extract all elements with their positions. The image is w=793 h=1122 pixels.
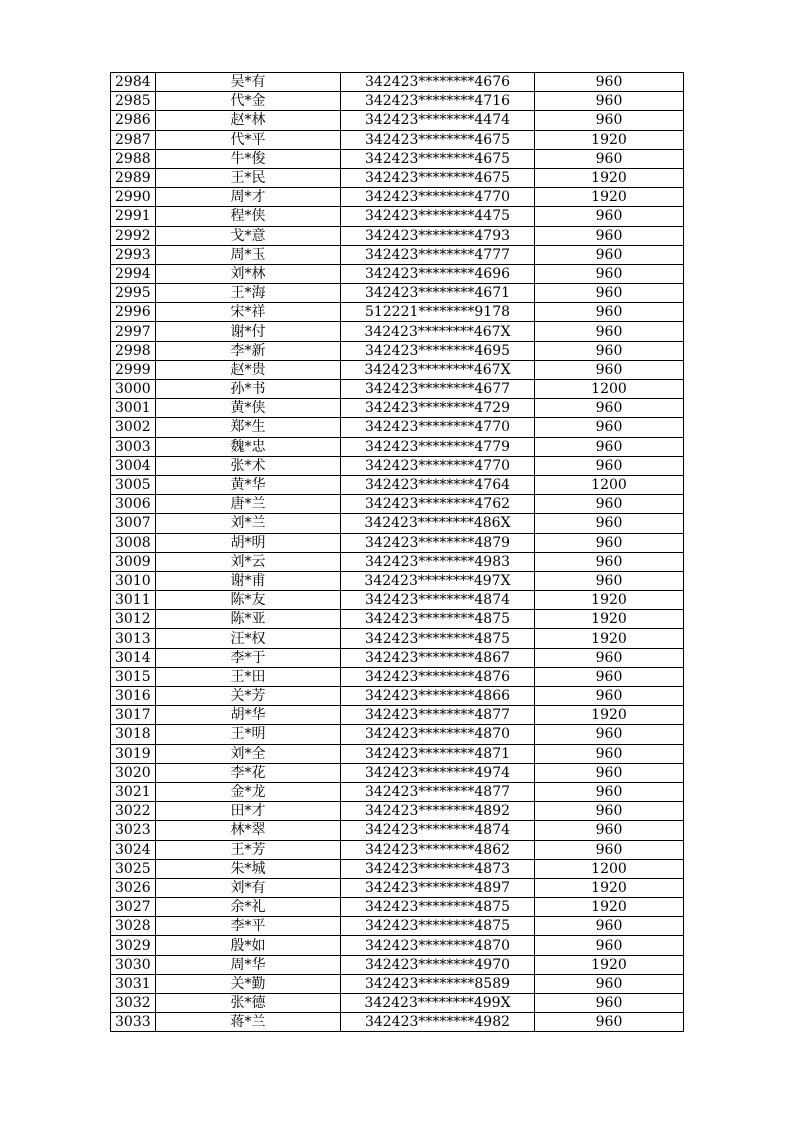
amount-cell: 960 [535,456,684,475]
table-row [111,130,684,149]
row-number-cell: 3020 [111,763,156,782]
row-number-cell: 3018 [111,725,156,744]
name-cell: 王*海 [156,284,341,303]
amount-cell: 960 [535,648,684,667]
table-row [111,207,684,226]
amount-cell: 960 [535,782,684,801]
id-number-cell: 342423********4970 [341,955,535,974]
name-cell: 金*龙 [156,782,341,801]
amount-cell: 960 [535,917,684,936]
row-number-cell: 2985 [111,92,156,111]
row-number-cell: 2996 [111,303,156,322]
row-number-cell: 3026 [111,878,156,897]
row-number-cell: 3008 [111,533,156,552]
amount-cell: 960 [535,92,684,111]
table-row [111,303,684,322]
amount-cell: 960 [535,73,684,92]
table-row [111,552,684,571]
row-number-cell: 2997 [111,322,156,341]
table-row [111,380,684,399]
name-cell: 黄*侠 [156,399,341,418]
amount-cell: 1920 [535,629,684,648]
row-number-cell: 2993 [111,245,156,264]
id-number-cell: 342423********4762 [341,495,535,514]
table-row [111,955,684,974]
amount-cell: 960 [535,533,684,552]
id-number-cell: 342423********4866 [341,687,535,706]
name-cell: 陈*友 [156,591,341,610]
id-number-cell: 342423********4867 [341,648,535,667]
name-cell: 张*德 [156,994,341,1013]
table-row [111,610,684,629]
id-number-cell: 342423********4870 [341,936,535,955]
name-cell: 宋*祥 [156,303,341,322]
name-cell: 关*勤 [156,974,341,993]
name-cell: 代*金 [156,92,341,111]
id-number-cell: 342423********4729 [341,399,535,418]
row-number-cell: 3024 [111,840,156,859]
row-number-cell: 3022 [111,802,156,821]
name-cell: 关*芳 [156,687,341,706]
table-row [111,571,684,590]
id-number-cell: 342423********4696 [341,264,535,283]
id-number-cell: 342423********499X [341,994,535,1013]
id-number-cell: 342423********4982 [341,1013,535,1032]
amount-cell: 960 [535,802,684,821]
table-row [111,514,684,533]
row-number-cell: 3007 [111,514,156,533]
row-number-cell: 3003 [111,437,156,456]
name-cell: 胡*明 [156,533,341,552]
amount-cell: 1200 [535,380,684,399]
id-number-cell: 342423********4874 [341,591,535,610]
id-number-cell: 342423********4675 [341,130,535,149]
row-number-cell: 2992 [111,226,156,245]
id-number-cell: 342423********4676 [341,73,535,92]
row-number-cell: 2984 [111,73,156,92]
id-number-cell: 342423********4877 [341,782,535,801]
amount-cell: 1920 [535,130,684,149]
table-row [111,322,684,341]
id-number-cell: 342423********4764 [341,475,535,494]
row-number-cell: 3015 [111,667,156,686]
id-number-cell: 342423********4870 [341,725,535,744]
row-number-cell: 2994 [111,264,156,283]
row-number-cell: 3019 [111,744,156,763]
amount-cell: 1920 [535,168,684,187]
table-row [111,706,684,725]
table-row [111,533,684,552]
id-number-cell: 342423********467X [341,322,535,341]
table-row [111,763,684,782]
table-row [111,936,684,955]
row-number-cell: 2989 [111,168,156,187]
name-cell: 程*侠 [156,207,341,226]
id-number-cell: 342423********4879 [341,533,535,552]
name-cell: 戈*意 [156,226,341,245]
table-row [111,667,684,686]
amount-cell: 1920 [535,591,684,610]
amount-cell: 1920 [535,898,684,917]
row-number-cell: 2986 [111,111,156,130]
row-number-cell: 3016 [111,687,156,706]
amount-cell: 960 [535,571,684,590]
table-row [111,360,684,379]
id-number-cell: 342423********4770 [341,456,535,475]
table-row [111,725,684,744]
name-cell: 殷*如 [156,936,341,955]
id-number-cell: 342423********4777 [341,245,535,264]
amount-cell: 1920 [535,610,684,629]
name-cell: 谢*付 [156,322,341,341]
name-cell: 李*平 [156,917,341,936]
row-number-cell: 3027 [111,898,156,917]
id-number-cell: 342423********4875 [341,917,535,936]
name-cell: 刘*全 [156,744,341,763]
name-cell: 赵*林 [156,111,341,130]
id-number-cell: 342423********4983 [341,552,535,571]
amount-cell: 1200 [535,475,684,494]
amount-cell: 960 [535,341,684,360]
name-cell: 李*新 [156,341,341,360]
amount-cell: 960 [535,1013,684,1032]
id-number-cell: 342423********4897 [341,878,535,897]
row-number-cell: 3017 [111,706,156,725]
id-number-cell: 342423********4874 [341,821,535,840]
table-row [111,782,684,801]
row-number-cell: 3032 [111,994,156,1013]
id-number-cell: 342423********486X [341,514,535,533]
name-cell: 王*芳 [156,840,341,859]
table-row [111,648,684,667]
row-number-cell: 3006 [111,495,156,514]
amount-cell: 960 [535,399,684,418]
table-row [111,475,684,494]
id-number-cell: 342423********4770 [341,418,535,437]
name-cell: 周*华 [156,955,341,974]
amount-cell: 960 [535,687,684,706]
id-number-cell: 342423********497X [341,571,535,590]
table-row [111,821,684,840]
amount-cell: 960 [535,245,684,264]
row-number-cell: 3005 [111,475,156,494]
row-number-cell: 2995 [111,284,156,303]
name-cell: 朱*城 [156,859,341,878]
table-row [111,898,684,917]
table-row [111,917,684,936]
name-cell: 张*术 [156,456,341,475]
name-cell: 周*玉 [156,245,341,264]
name-cell: 汪*权 [156,629,341,648]
id-number-cell: 342423********4770 [341,188,535,207]
table-row [111,495,684,514]
name-cell: 王*明 [156,725,341,744]
id-number-cell: 342423********4675 [341,168,535,187]
table-row [111,168,684,187]
amount-cell: 960 [535,360,684,379]
name-cell: 孙*书 [156,380,341,399]
amount-cell: 960 [535,418,684,437]
table-row [111,111,684,130]
id-number-cell: 342423********4475 [341,207,535,226]
name-cell: 周*才 [156,188,341,207]
table-row [111,92,684,111]
amount-cell: 960 [535,744,684,763]
id-number-cell: 342423********467X [341,360,535,379]
table-row [111,264,684,283]
id-number-cell: 342423********4873 [341,859,535,878]
id-number-cell: 342423********4779 [341,437,535,456]
amount-cell: 960 [535,821,684,840]
table-row [111,744,684,763]
table-row [111,802,684,821]
id-number-cell: 342423********4875 [341,610,535,629]
table-row [111,629,684,648]
amount-cell: 960 [535,264,684,283]
name-cell: 刘*云 [156,552,341,571]
row-number-cell: 3029 [111,936,156,955]
name-cell: 黄*华 [156,475,341,494]
table-row [111,687,684,706]
row-number-cell: 3004 [111,456,156,475]
row-number-cell: 3013 [111,629,156,648]
row-number-cell: 3031 [111,974,156,993]
amount-cell: 960 [535,207,684,226]
row-number-cell: 3014 [111,648,156,667]
row-number-cell: 3025 [111,859,156,878]
table-row [111,994,684,1013]
id-number-cell: 342423********8589 [341,974,535,993]
amount-cell: 1920 [535,878,684,897]
table-row [111,1013,684,1032]
name-cell: 陈*亚 [156,610,341,629]
name-cell: 代*平 [156,130,341,149]
id-number-cell: 342423********4871 [341,744,535,763]
table-row [111,284,684,303]
name-cell: 谢*甫 [156,571,341,590]
id-number-cell: 342423********4695 [341,341,535,360]
name-cell: 刘*有 [156,878,341,897]
row-number-cell: 3023 [111,821,156,840]
amount-cell: 960 [535,936,684,955]
table-row [111,840,684,859]
id-number-cell: 342423********4793 [341,226,535,245]
row-number-cell: 2990 [111,188,156,207]
id-number-cell: 342423********4716 [341,92,535,111]
table-row [111,859,684,878]
row-number-cell: 3030 [111,955,156,974]
table-row [111,418,684,437]
row-number-cell: 3021 [111,782,156,801]
row-number-cell: 2991 [111,207,156,226]
amount-cell: 960 [535,514,684,533]
name-cell: 吴*有 [156,73,341,92]
row-number-cell: 3009 [111,552,156,571]
table-row [111,974,684,993]
table-row [111,245,684,264]
id-number-cell: 342423********4875 [341,898,535,917]
row-number-cell: 3033 [111,1013,156,1032]
amount-cell: 960 [535,322,684,341]
id-number-cell: 342423********4474 [341,111,535,130]
table-row [111,149,684,168]
row-number-cell: 2988 [111,149,156,168]
table-row [111,226,684,245]
name-cell: 胡*华 [156,706,341,725]
row-number-cell: 3010 [111,571,156,590]
name-cell: 刘*兰 [156,514,341,533]
id-number-cell: 342423********4862 [341,840,535,859]
id-number-cell: 342423********4875 [341,629,535,648]
name-cell: 田*才 [156,802,341,821]
amount-cell: 960 [535,840,684,859]
amount-cell: 960 [535,552,684,571]
table-row [111,188,684,207]
name-cell: 林*翠 [156,821,341,840]
name-cell: 牛*俊 [156,149,341,168]
table-row [111,73,684,92]
row-number-cell: 3028 [111,917,156,936]
amount-cell: 960 [535,437,684,456]
amount-cell: 960 [535,149,684,168]
name-cell: 李*于 [156,648,341,667]
amount-cell: 960 [535,763,684,782]
table-row [111,399,684,418]
amount-cell: 960 [535,111,684,130]
row-number-cell: 3012 [111,610,156,629]
amount-cell: 1920 [535,706,684,725]
name-cell: 王*田 [156,667,341,686]
name-cell: 郑*生 [156,418,341,437]
amount-cell: 1200 [535,859,684,878]
amount-cell: 960 [535,725,684,744]
id-number-cell: 342423********4677 [341,380,535,399]
table-row [111,878,684,897]
name-cell: 余*礼 [156,898,341,917]
row-number-cell: 2998 [111,341,156,360]
row-number-cell: 3000 [111,380,156,399]
name-cell: 王*民 [156,168,341,187]
table-row [111,456,684,475]
id-number-cell: 342423********4974 [341,763,535,782]
roster-table-body [111,73,684,1032]
amount-cell: 960 [535,303,684,322]
name-cell: 蒋*兰 [156,1013,341,1032]
id-number-cell: 342423********4671 [341,284,535,303]
amount-cell: 960 [535,284,684,303]
table-row [111,341,684,360]
amount-cell: 960 [535,974,684,993]
id-number-cell: 512221********9178 [341,303,535,322]
id-number-cell: 342423********4675 [341,149,535,168]
table-row [111,591,684,610]
amount-cell: 960 [535,994,684,1013]
amount-cell: 960 [535,495,684,514]
id-number-cell: 342423********4876 [341,667,535,686]
name-cell: 魏*忠 [156,437,341,456]
row-number-cell: 3002 [111,418,156,437]
amount-cell: 1920 [535,188,684,207]
name-cell: 赵*贵 [156,360,341,379]
roster-table [110,72,684,1032]
name-cell: 李*花 [156,763,341,782]
row-number-cell: 3011 [111,591,156,610]
row-number-cell: 3001 [111,399,156,418]
amount-cell: 1920 [535,955,684,974]
name-cell: 刘*林 [156,264,341,283]
row-number-cell: 2999 [111,360,156,379]
row-number-cell: 2987 [111,130,156,149]
id-number-cell: 342423********4877 [341,706,535,725]
table-row [111,437,684,456]
amount-cell: 960 [535,667,684,686]
name-cell: 唐*兰 [156,495,341,514]
amount-cell: 960 [535,226,684,245]
id-number-cell: 342423********4892 [341,802,535,821]
